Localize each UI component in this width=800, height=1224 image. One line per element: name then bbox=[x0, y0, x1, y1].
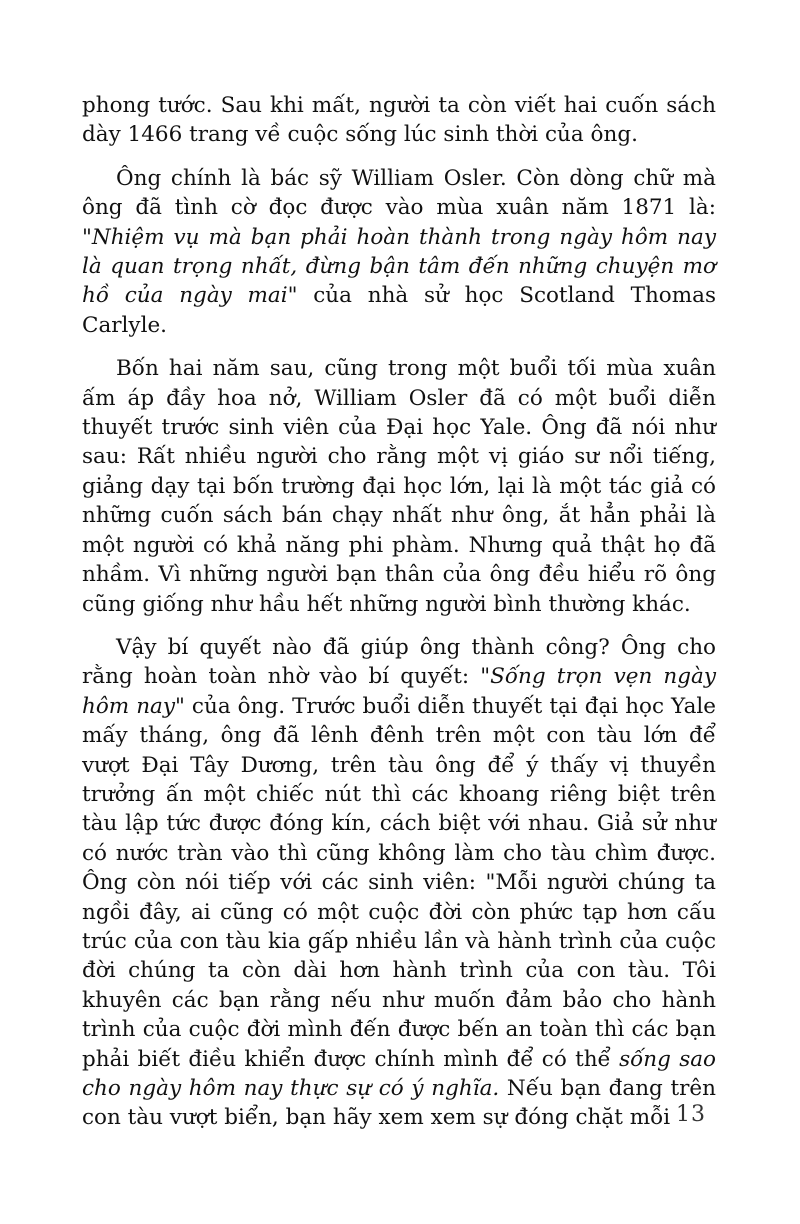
paragraph-text: của ông. Trước buổi diễn thuyết tại đại học Yale mấy tháng, ông đã lênh đênh trên một con tàu lớn để vượt Đại Tây Dương, trên tàu ông để ý thấy vị thuyền trưởng ấn một chiếc nút thì các khoang riêng biệt trên tàu lập tức được đóng kín, cách biệt với nhau. Giả sử như có nước tràn vào thì cũng không làm cho tàu chìm được. Ông còn nói tiếp với các sinh viên: "Mỗi người chúng ta ngồi đây, ai cũng có một cuộc đời còn phức tạp hơn cấu trúc của con tàu kia gấp nhiều lần và hành trình của cuộc đời chúng ta còn dài hơn hành trình của con tàu. Tôi khuyên các bạn rằng nếu như muốn đảm bảo cho hành trình của cuộc đời mình đến được bến an toàn thì các bạn phải biết điều khiển được chính mình để có thể bbox=[82, 693, 716, 1072]
paragraph-text: của nhà sử học Scotland Thomas Carlyle. bbox=[82, 283, 716, 338]
emphasis-text: sống sao cho ngày hôm nay thực sự có ý nghĩa. bbox=[82, 1046, 716, 1101]
paragraph-text: Ông chính là bác sỹ William Osler. Còn dòng chữ mà ông đã tình cờ đọc được vào mùa xuân năm 1871 là: bbox=[82, 165, 716, 221]
quote-text: "Sống trọn vẹn ngày hôm nay" bbox=[82, 664, 716, 719]
page-body bbox=[82, 91, 716, 1147]
paragraph-text: phong tước. Sau khi mất, người ta còn viết hai cuốn sách dày 1466 trang về cuộc sống lúc sinh thời của ông. bbox=[82, 93, 716, 148]
paragraph-2 bbox=[82, 164, 716, 340]
paragraph-text: Bốn hai năm sau, cũng trong một buổi tối mùa xuân ấm áp đầy hoa nở, William Osler đã có một buổi diễn thuyết trước sinh viên của Đại học Yale. Ông đã nói như sau: Rất nhiều người cho rằng một vị giáo sư nổi tiếng, giảng dạy tại bốn trường đại học lớn, lại là một tác giả có những cuốn sách bán chạy nhất như ông, ắt hẳn phải là một người có khả năng phi phàm. Nhưng quả thật họ đã nhầm. Vì những người bạn thân của ông đều hiểu rõ ông cũng giống như hầu hết những người bình thường khác. bbox=[82, 356, 716, 617]
page-number: 13 bbox=[676, 1102, 706, 1127]
paragraph-text: Nếu bạn đang trên con tàu vượt biển, bạn hãy xem xem sự đóng chặt mỗi bbox=[82, 1076, 716, 1131]
paragraph-3 bbox=[82, 354, 716, 619]
quote-text: "Nhiệm vụ mà bạn phải hoàn thành trong ngày hôm nay là quan trọng nhất, đừng bận tâm đến những chuyện mơ hồ của ngày mai" bbox=[82, 224, 716, 309]
paragraph-4 bbox=[82, 633, 716, 1133]
paragraph-1 bbox=[82, 91, 716, 150]
paragraph-text: Vậy bí quyết nào đã giúp ông thành công? Ông cho rằng hoàn toàn nhờ vào bí quyết: bbox=[82, 634, 716, 690]
